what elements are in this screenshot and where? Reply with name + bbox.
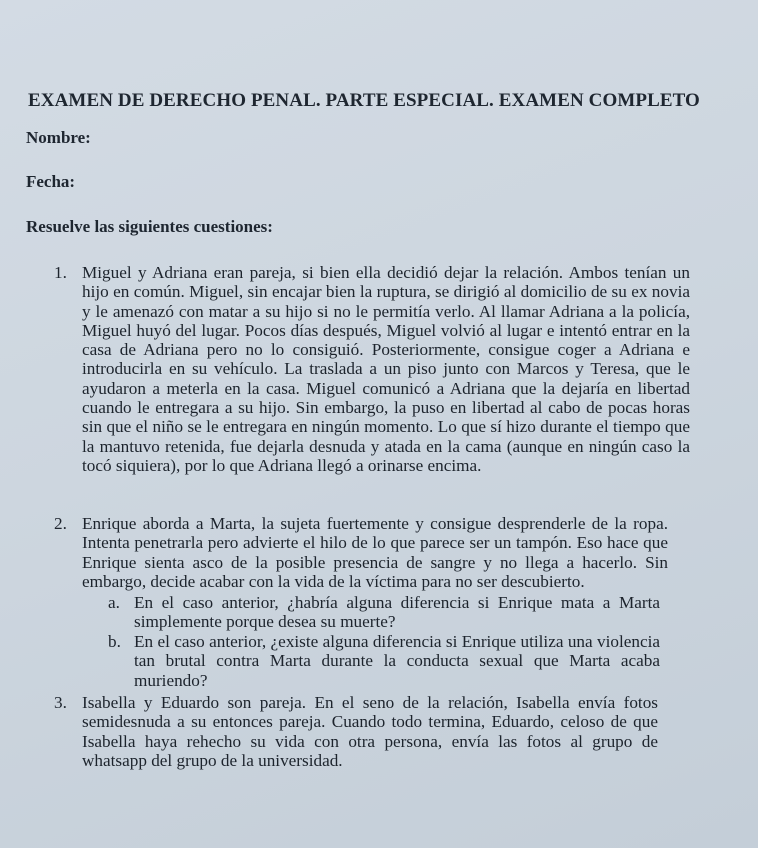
exam-title: EXAMEN DE DERECHO PENAL. PARTE ESPECIAL. EXAMEN COMPLETO (28, 90, 700, 111)
question-2-text: Enrique aborda a Marta, la sujeta fuertemente y consigue desprenderle de la ropa. Intenta penetrarla pero advierte el hilo de lo que parece ser un tampón. Eso hace que Enrique sienta asco de la posible presencia de sangre y no llega a hacerlo. Sin embargo, decide acabar con la vida de la víctima para no ser descubierto. (82, 514, 668, 591)
fecha-label: Fecha: (26, 172, 76, 191)
instructions-heading: Resuelve las siguientes cuestiones: (26, 217, 273, 236)
subitem-a-text: En el caso anterior, ¿habría alguna diferencia si Enrique mata a Marta simplemente porque desea su muerte? (134, 593, 660, 632)
question-2 (54, 514, 668, 591)
question-3-text: Isabella y Eduardo son pareja. En el seno de la relación, Isabella envía fotos semidesnuda a su entonces pareja. Cuando todo termina, Eduardo, celoso de que Isabella haya rehecho su vida con otra persona, envía las fotos al grupo de whatsapp del grupo de la universidad. (82, 693, 658, 770)
question-2-subitem-a (108, 593, 660, 632)
question-3 (54, 693, 658, 770)
nombre-label: Nombre: (26, 128, 91, 147)
question-3-number: 3. (54, 693, 67, 712)
subitem-b-letter: b. (108, 632, 121, 651)
question-2-subitem-b (108, 632, 660, 690)
question-1 (54, 263, 690, 475)
question-1-number: 1. (54, 263, 67, 282)
question-2-number: 2. (54, 514, 67, 533)
question-1-text: Miguel y Adriana eran pareja, si bien ella decidió dejar la relación. Ambos tenían un hijo en común. Miguel, sin encajar bien la ruptura, se dirigió al domicilio de su ex novia y le amenazó con matar a su hijo si no le permitía verlo. Al llamar Adriana a la policía, Miguel huyó del lugar. Pocos días después, Miguel volvió al lugar e intentó entrar en la casa de Adriana pero no lo consiguió. Posteriormente, consigue coger a Adriana e introducirla en su vehículo. La traslada a un piso junto con Marcos y Teresa, que le ayudaron a meterla en la casa. Miguel comunicó a Adriana que la dejaría en libertad cuando le entregara a su hijo. Sin embargo, la puso en libertad al cabo de pocas horas sin que el niño se le entregara en ningún momento. Lo que sí hizo durante el tiempo que la mantuvo retenida, fue dejarla desnuda y atada en la cama (aunque en ningún caso la tocó siquiera), por lo que Adriana llegó a orinarse encima. (82, 263, 690, 475)
subitem-b-text: En el caso anterior, ¿existe alguna diferencia si Enrique utiliza una violencia tan brutal contra Marta durante la conducta sexual que Marta acaba muriendo? (134, 632, 660, 690)
subitem-a-letter: a. (108, 593, 120, 612)
